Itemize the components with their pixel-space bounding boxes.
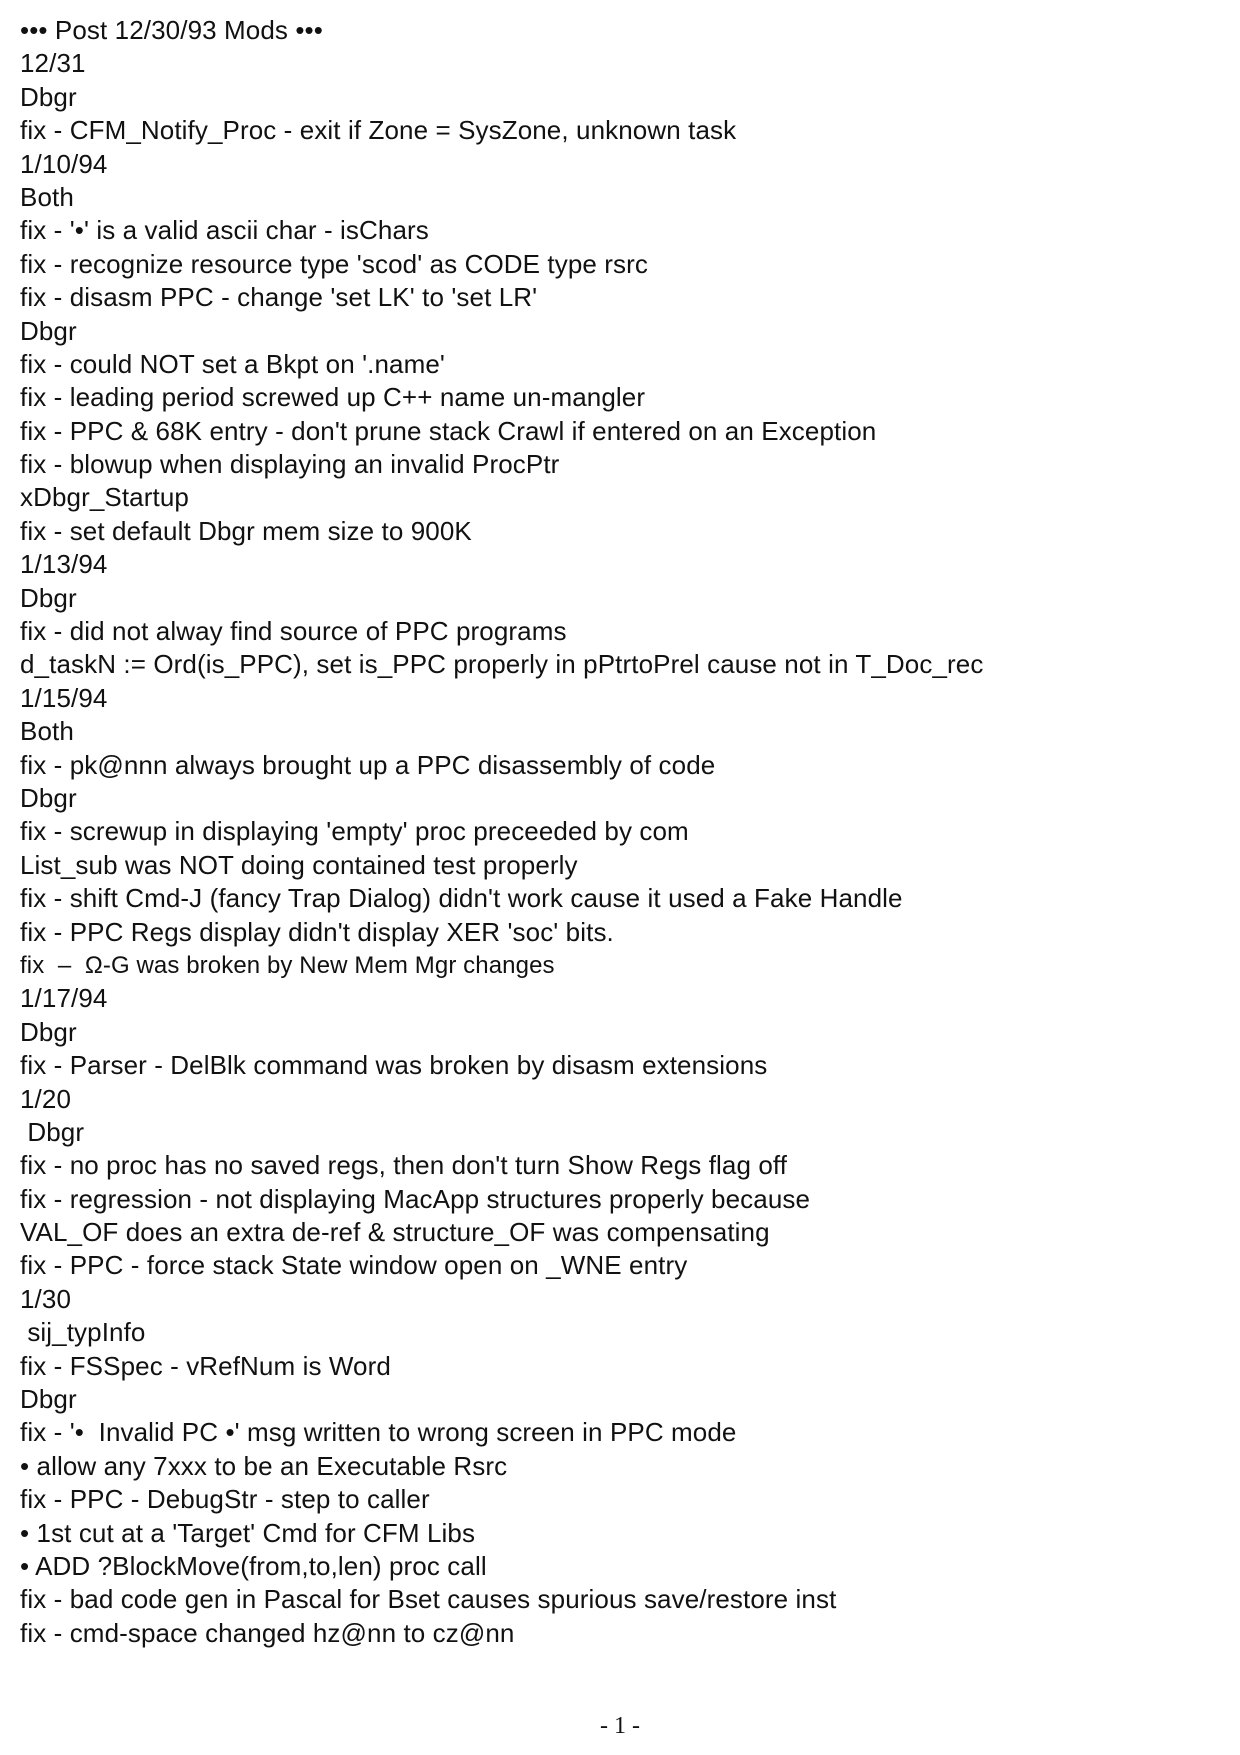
text-line: fix - PPC Regs display didn't display XER 'soc' bits. (20, 916, 614, 947)
module-line: Dbgr (20, 315, 77, 346)
text-line: fix - regression - not displaying MacApp structures properly because (20, 1183, 811, 1214)
text-line: fix - blowup when displaying an invalid ProcPtr (20, 449, 560, 480)
document-body (20, 14, 1220, 1650)
module-line: Dbgr (20, 1116, 85, 1147)
bullet-line: • 1st cut at a 'Target' Cmd for CFM Libs (20, 1517, 476, 1548)
text-line: fix - shift Cmd-J (fancy Trap Dialog) didn't work cause it used a Fake Handle (20, 883, 903, 914)
text-line: VAL_OF does an extra de-ref & structure_OF was compensating (20, 1217, 770, 1248)
bullet-line: • allow any 7xxx to be an Executable Rsrc (20, 1450, 508, 1481)
text-line: fix - leading period screwed up C++ name un-mangler (20, 382, 646, 413)
text-line: fix - '•' is a valid ascii char - isChars (20, 215, 429, 246)
date-line: 1/13/94 (20, 549, 108, 580)
bullet-line: • ADD ?BlockMove(from,to,len) proc call (20, 1550, 487, 1581)
text-line: fix - cmd-space changed hz@nn to cz@nn (20, 1617, 515, 1648)
module-line: sij_typInfo (20, 1317, 146, 1348)
text-line: fix - '• Invalid PC •' msg written to wrong screen in PPC mode (20, 1417, 737, 1448)
date-line: 1/17/94 (20, 983, 108, 1014)
page-number: - 1 - (600, 1713, 640, 1739)
date-line: 1/10/94 (20, 148, 108, 179)
module-line: Dbgr (20, 1016, 77, 1047)
text-line: fix - PPC - DebugStr - step to caller (20, 1484, 430, 1515)
section-heading: ••• Post 12/30/93 Mods ••• (20, 15, 323, 45)
module-line: xDbgr_Startup (20, 482, 189, 513)
module-line: Dbgr (20, 81, 77, 112)
text-line: d_taskN := Ord(is_PPC), set is_PPC properly in pPtrtoPrel cause not in T_Doc_rec (20, 649, 984, 680)
text-line: fix - screwup in displaying 'empty' proc preceeded by com (20, 816, 689, 847)
text-line: fix - Parser - DelBlk command was broken by disasm extensions (20, 1050, 768, 1081)
text-line: fix - pk@nnn always brought up a PPC disassembly of code (20, 749, 716, 780)
text-line: fix - disasm PPC - change 'set LK' to 'set LR' (20, 282, 538, 313)
text-line: fix - set default Dbgr mem size to 900K (20, 515, 472, 546)
text-line: fix - FSSpec - vRefNum is Word (20, 1350, 391, 1381)
text-line: fix - bad code gen in Pascal for Bset causes spurious save/restore inst (20, 1584, 837, 1615)
module-line: Dbgr (20, 782, 77, 813)
text-line: fix - PPC - force stack State window open on _WNE entry (20, 1250, 688, 1281)
date-line: 1/30 (20, 1283, 72, 1314)
text-line: fix - recognize resource type 'scod' as CODE type rsrc (20, 248, 648, 279)
text-line: fix - could NOT set a Bkpt on '.name' (20, 348, 445, 379)
text-line: fix – Ω-G was broken by New Mem Mgr changes (20, 951, 555, 979)
module-line: Dbgr (20, 582, 77, 613)
text-line: List_sub was NOT doing contained test properly (20, 849, 578, 880)
date-line: 1/15/94 (20, 682, 108, 713)
text-line: fix - did not alway find source of PPC programs (20, 616, 567, 647)
date-line: 1/20 (20, 1083, 72, 1114)
text-line: fix - PPC & 68K entry - don't prune stack Crawl if entered on an Exception (20, 415, 877, 446)
module-line: Both (20, 716, 74, 747)
module-line: Both (20, 181, 74, 212)
text-line: fix - CFM_Notify_Proc - exit if Zone = SysZone, unknown task (20, 115, 737, 146)
module-line: Dbgr (20, 1384, 77, 1415)
text-line: fix - no proc has no saved regs, then don't turn Show Regs flag off (20, 1150, 788, 1181)
date-line: 12/31 (20, 48, 86, 79)
